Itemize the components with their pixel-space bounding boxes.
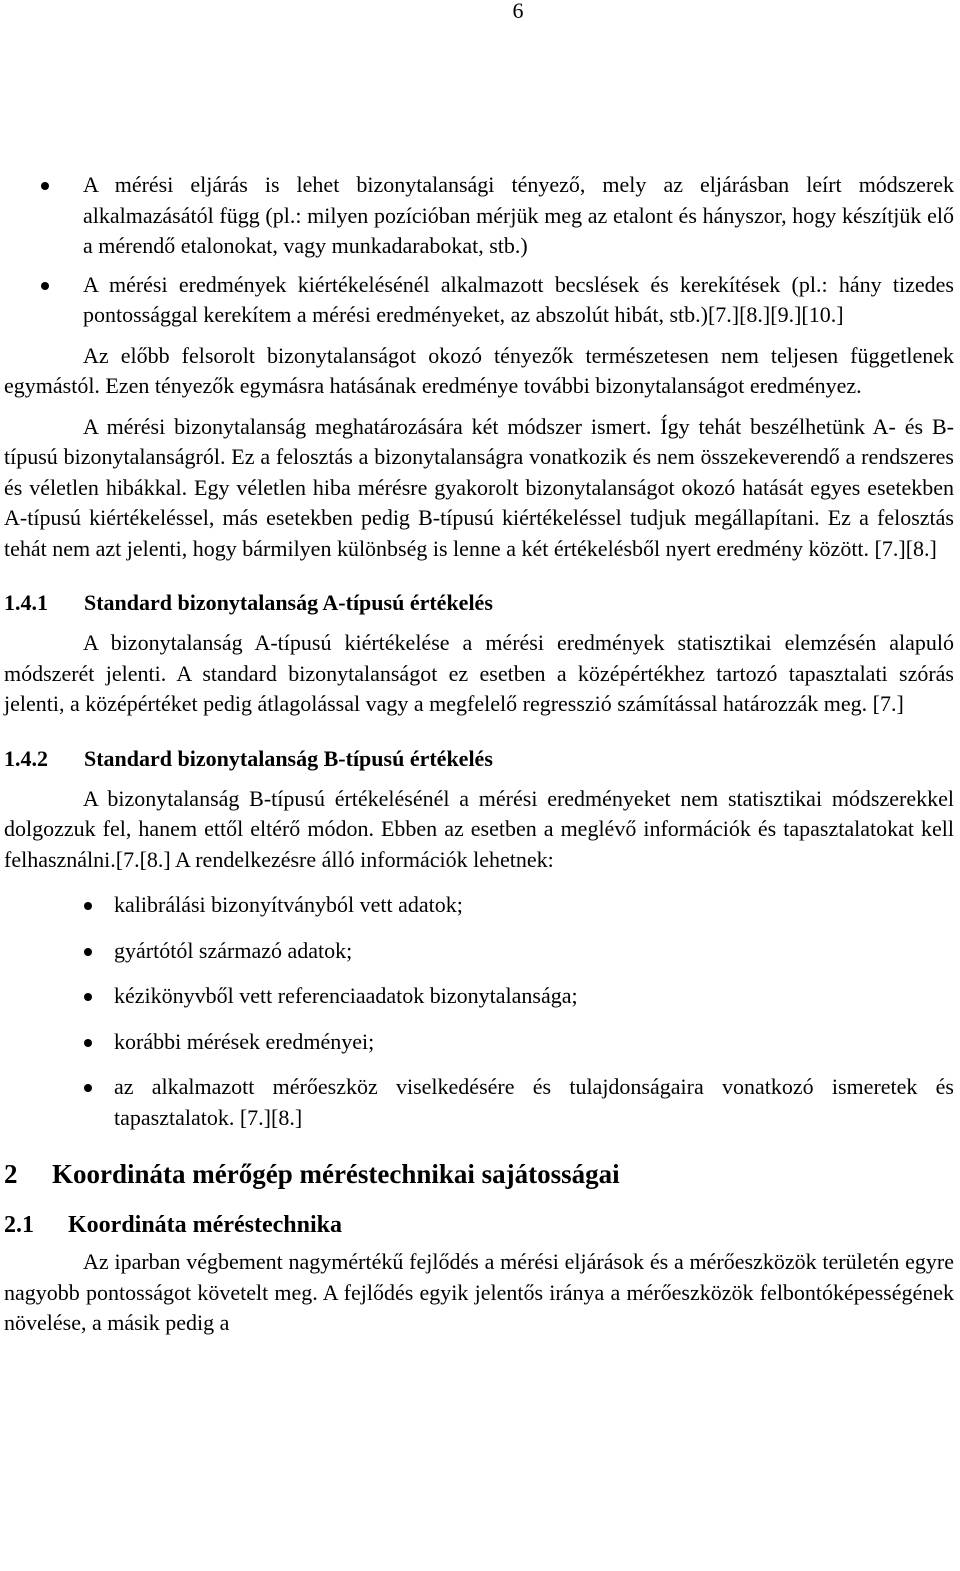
chapter-heading-2 [4,1157,954,1191]
page-number: 6 [512,0,524,23]
section-title: Standard bizonytalanság A-típusú értékelés [84,590,493,615]
list-item: korábbi mérések eredményei; [4,1027,954,1058]
section-heading-1-4-2 [4,744,954,774]
paragraph: A bizonytalanság A-típusú kiértékelése a mérési eredmények statisztikai elemzésén alapuló módszerét jelenti. A standard bizonytalanságot ez esetben a középértékhez tartozó tapasztalati szórás jelenti, a középértéket pedig átlagolással vagy a megfelelő regresszió számítással határozzák meg. [7.] [4,630,954,716]
document-body [4,170,954,1339]
list-item: kézikönyvből vett referenciaadatok bizonytalansága; [4,981,954,1012]
list-item: A mérési eredmények kiértékelésénél alkalmazott becslések és kerekítések (pl.: hány tizedes pontossággal kerekítem a mérési eredményeket, az abszolút hibát, stb.)[7.][8.][9.][10.] [4,270,954,331]
paragraph: Az előbb felsorolt bizonytalanságot okozó tényezők természetesen nem teljesen függetlenek egymástól. Ezen tényezők egymásra hatásának eredménye további bizonytalanságot eredményez. [4,342,954,398]
section-number: 1.4.1 [4,590,48,615]
list-item: kalibrálási bizonyítványból vett adatok; [4,890,954,921]
paragraph: A mérési bizonytalanság meghatározására két módszer ismert. Így tehát beszélhetünk A- és B-típusú bizonytalanságról. Ez a felosztás a bizonytalanságra vonatkozik és nem összekeverendő a rendszeres és véletlen hibákkal. Egy véletlen hiba mérésre gyakorolt bizonytalanságot okozó hatását egyes esetekben A-típusú kiértékeléssel, más esetekben pedig B-típusú kiértékeléssel tudjuk megállapítani. Ez a felosztás tehát nem azt jelenti, hogy bármilyen különbség is lenne a két értékelésből nyert eredmény között. [7.][8.] [4,413,954,561]
paragraph: Az iparban végbement nagymértékű fejlődés a mérési eljárások és a mérőeszközök területén egyre nagyobb pontosságot követelt meg. A fejlődés egyik jelentős iránya a mérőeszközök felbontóképességének növelése, a másik pedig a [4,1249,954,1335]
section-heading-2-1 [4,1209,954,1241]
list-item: az alkalmazott mérőeszköz viselkedésére és tulajdonságaira vonatkozó ismeretek és tapasztalatok. [7.][8.] [4,1072,954,1133]
bullet-list-uncertainty-factors [4,170,954,331]
section-number: 2.1 [4,1212,34,1238]
section-title: Koordináta méréstechnika [68,1212,342,1238]
chapter-number: 2 [4,1159,18,1189]
section-title: Standard bizonytalanság B-típusú értékelés [84,745,493,771]
list-item: gyártótól származó adatok; [4,936,954,967]
bullet-list-information-sources [4,890,954,1133]
list-item: A mérési eljárás is lehet bizonytalansági tényező, mely az eljárásban leírt módszerek alkalmazásától függ (pl.: milyen pozícióban mérjük meg az etalont és hányszor, hogy készítjük elő a mérendő etalonokat, vagy munkadarabokat, stb.) [4,170,954,262]
chapter-title: Koordináta mérőgép méréstechnikai sajátosságai [52,1159,620,1189]
section-heading-1-4-1 [4,588,954,618]
paragraph: A bizonytalanság B-típusú értékelésénél a mérési eredményeket nem statisztikai módszerekkel dolgozzuk fel, hanem ettől eltérő módon. Ebben az esetben a meglévő információk és tapasztalatokat kell felhasználni.[7.[8.] A rendelkezésre álló információk lehetnek: [4,785,954,872]
section-number: 1.4.2 [4,745,48,771]
